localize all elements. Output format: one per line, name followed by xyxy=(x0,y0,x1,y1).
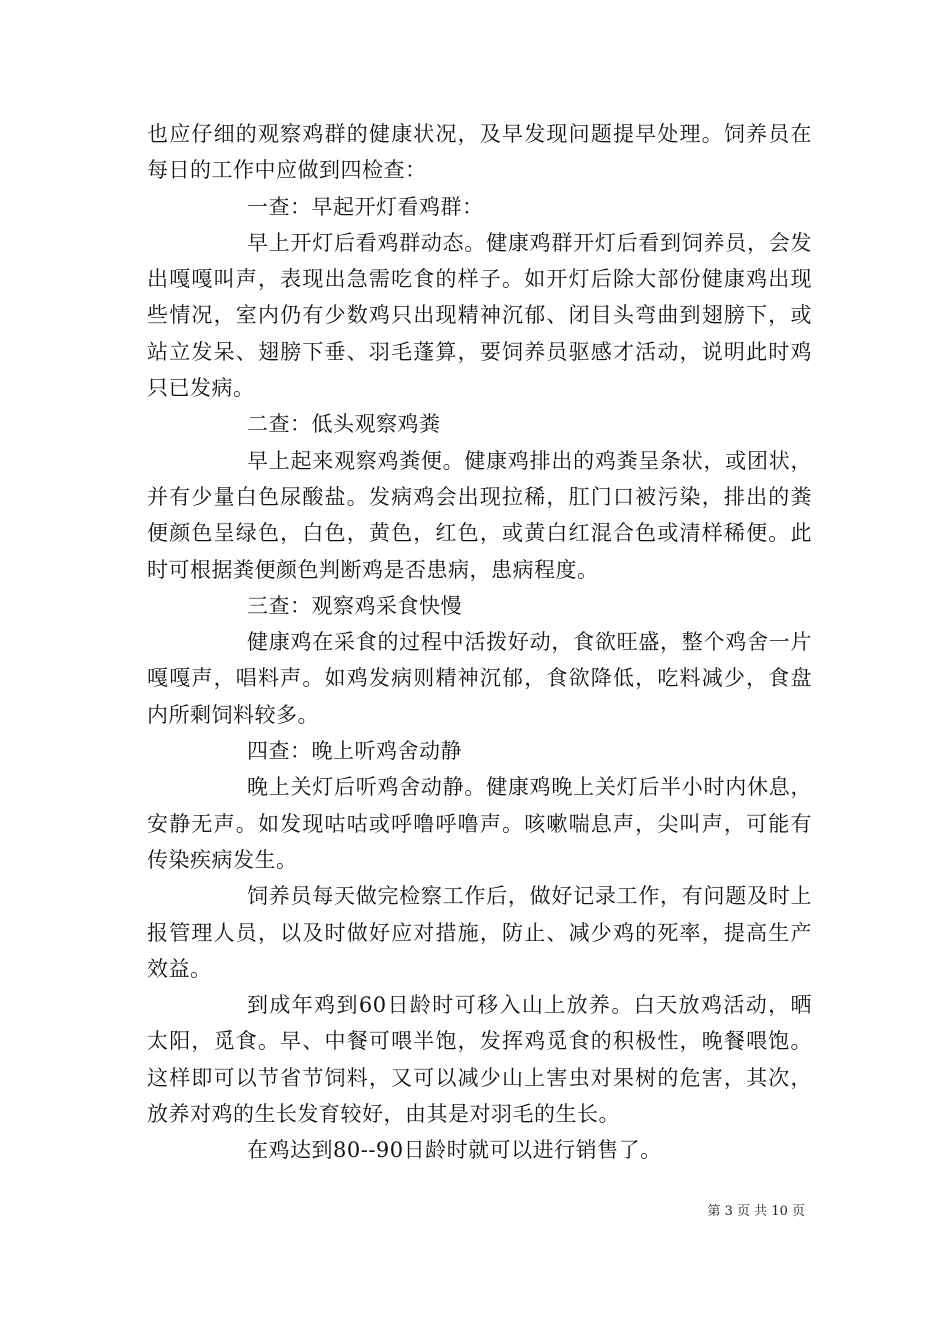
paragraph-check-three: 健康鸡在采食的过程中活拨好动，食欲旺盛，整个鸡舍一片嘎嘎声，唱料声。如鸡发病则精神沉郁，食欲降低，吃料减少，食盘内所剩饲料较多。 xyxy=(147,630,812,727)
page-number-footer: 第 3 页 共 10 页 xyxy=(707,1204,805,1219)
heading-check-four: 四查：晚上听鸡舍动静 xyxy=(247,739,462,764)
paragraph-records: 饲养员每天做完检察工作后，做好记录工作，有问题及时上报管理人员，以及时做好应对措施，防止、减少鸡的死率，提高生产效益。 xyxy=(147,884,812,981)
paragraph-intro: 也应仔细的观察鸡群的健康状况，及早发现问题提早处理。饲养员在每日的工作中应做到四检查： xyxy=(147,122,812,183)
heading-check-two: 二查：低头观察鸡粪 xyxy=(247,412,441,437)
heading-check-one: 一查：早起开灯看鸡群： xyxy=(247,194,484,219)
document-body xyxy=(147,116,812,1169)
paragraph-check-one: 早上开灯后看鸡群动态。健康鸡群开灯后看到饲养员，会发出嘎嘎叫声，表现出急需吃食的样子。如开灯后除大部份健康鸡出现些情况，室内仍有少数鸡只出现精神沉郁、闭目头弯曲到翅膀下，或站立发呆、翅膀下垂、羽毛蓬算，要饲养员驱感才活动，说明此时鸡只已发病。 xyxy=(147,230,812,401)
paragraph-free-range: 到成年鸡到60日龄时可移入山上放养。白天放鸡活动，晒太阳，觅食。早、中餐可喂半饱，发挥鸡觅食的积极性，晚餐喂饱。这样即可以节省节饲料，又可以减少山上害虫对果树的危害，其次，放养对鸡的生长发育较好，由其是对羽毛的生长。 xyxy=(147,993,812,1127)
heading-check-three: 三查：观察鸡采食快慢 xyxy=(247,593,462,618)
paragraph-check-four: 晚上关灯后听鸡舍动静。健康鸡晚上关灯后半小时内休息，安静无声。如发现咕咕或呼噜呼噜声。咳嗽喘息声，尖叫声，可能有传染疾病发生。 xyxy=(147,775,812,872)
paragraph-sales: 在鸡达到80--90日龄时就可以进行销售了。 xyxy=(247,1138,662,1163)
paragraph-check-two: 早上起来观察鸡粪便。健康鸡排出的鸡粪呈条状，或团状，并有少量白色尿酸盐。发病鸡会出现拉稀，肛门口被污染，排出的粪便颜色呈绿色，白色，黄色，红色，或黄白红混合色或清样稀便。此时可根据粪便颜色判断鸡是否患病，患病程度。 xyxy=(147,448,812,582)
